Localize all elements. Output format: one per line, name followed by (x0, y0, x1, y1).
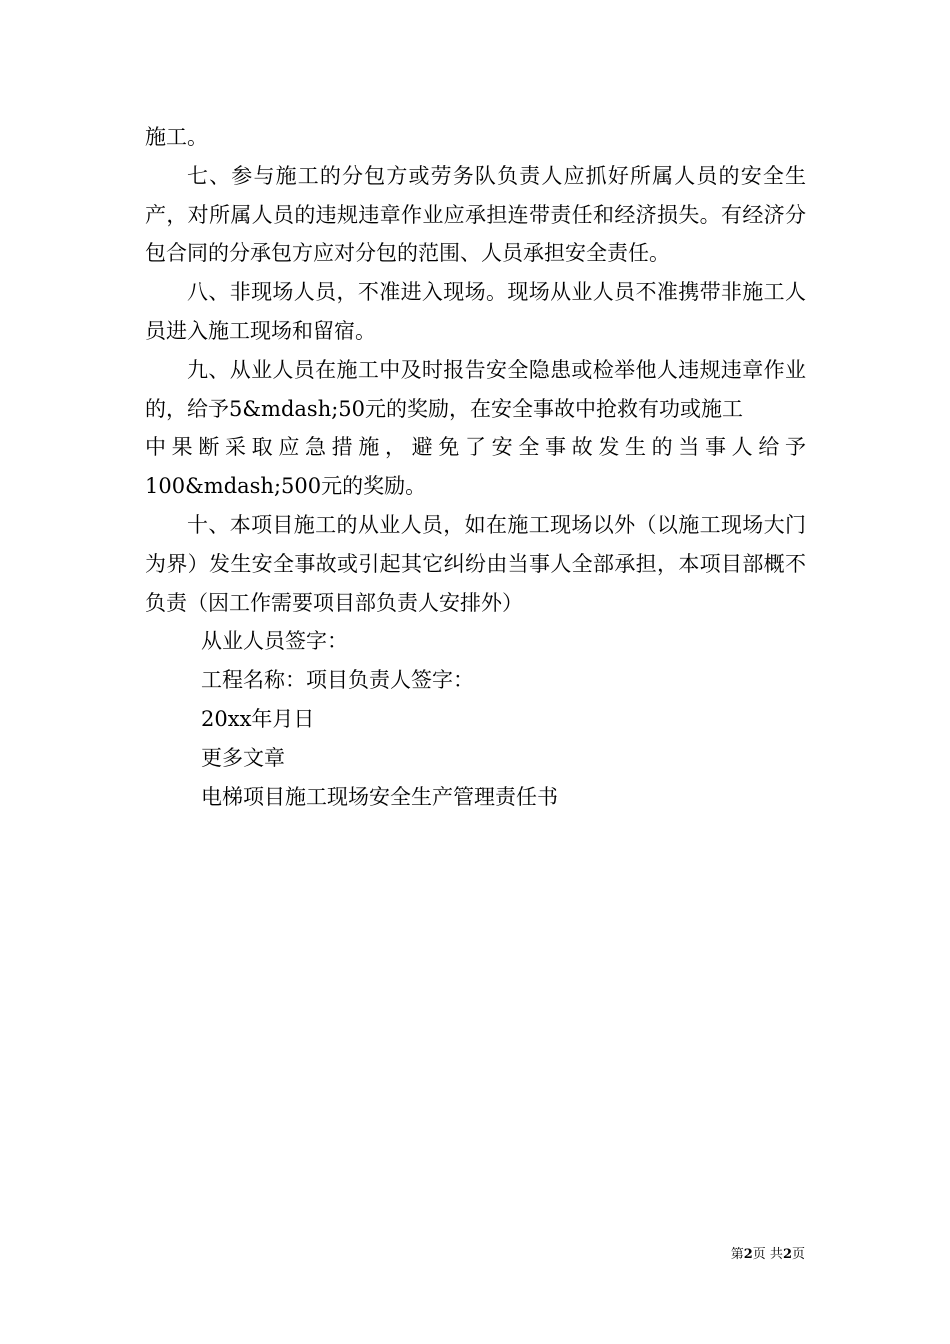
footer-prefix: 第 (730, 1247, 744, 1262)
document-body (145, 118, 806, 816)
paragraph-clause-9-end: 100&mdash;500元的奖励。 (145, 474, 427, 499)
worker-signature-line: 从业人员签字： (201, 629, 348, 654)
current-page-number: 2 (743, 1247, 753, 1262)
project-name-line: 工程名称：项目负责人签字： (201, 668, 474, 693)
related-article-title: 电梯项目施工现场安全生产管理责任书 (201, 784, 558, 809)
paragraph-clause-9-continued: 中果断采取应急措施，避免了安全事故发生的当事人给予 (145, 435, 806, 460)
paragraph-clause-7: 七、参与施工的分包方或劳务队负责人应抓好所属人员的安全生产，对所属人员的违规违章作业应承担连带责任和经济损失。有经济分包合同的分承包方应对分包的范围、人员承担安全责任。 (145, 163, 806, 266)
more-articles-label: 更多文章 (201, 745, 285, 770)
paragraph-clause-10: 十、本项目施工的从业人员，如在施工现场以外（以施工现场大门为界）发生安全事故或引起其它纠纷由当事人全部承担，本项目部概不负责（因工作需要项目部负责人安排外） (145, 512, 806, 615)
date-line: 20xx年月日 (201, 706, 315, 731)
paragraph-clause-8: 八、非现场人员，不准进入现场。现场从业人员不准携带非施工人员进入施工现场和留宿。 (145, 280, 806, 343)
total-page-number: 2 (782, 1247, 792, 1262)
page-number-footer (731, 1246, 805, 1264)
footer-middle: 页 共 (752, 1247, 783, 1262)
paragraph-continuation: 施工。 (145, 125, 208, 149)
paragraph-clause-9: 九、从业人员在施工中及时报告安全隐患或检举他人违规违章作业的，给予5&mdash;50元的奖励，在安全事故中抢救有功或施工 (145, 357, 806, 421)
footer-suffix: 页 (791, 1247, 805, 1262)
